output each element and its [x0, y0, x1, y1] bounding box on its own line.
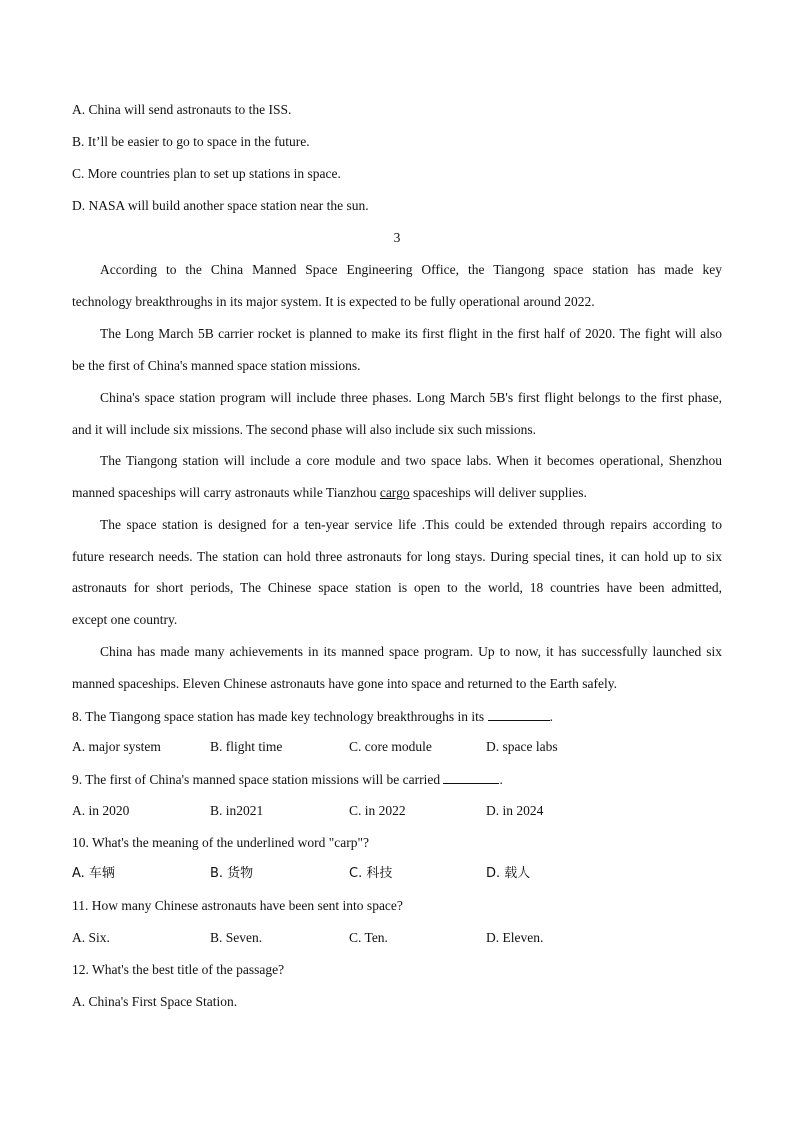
- question-11-option-d: D. Eleven.: [486, 930, 544, 945]
- question-8-option-a: A. major system: [72, 739, 161, 754]
- passage-p5-line2: future research needs. The station can hold three astronauts for long stays. During special tines, it can hold up to six: [72, 549, 722, 564]
- question-9-stem: [72, 771, 503, 788]
- passage-p2-line2: be the first of China's manned space station missions.: [72, 358, 361, 373]
- question-11-option-a: A. Six.: [72, 930, 110, 945]
- question-8-period: .: [549, 709, 553, 724]
- question-9-text: 9. The first of China's manned space station missions will be carried: [72, 772, 441, 787]
- passage-p5-line1: The space station is designed for a ten-year service life .This could be extended through repairs according to: [100, 517, 722, 532]
- passage-p1-line1: According to the China Manned Space Engineering Office, the Tiangong space station has made key: [100, 262, 722, 277]
- passage-p3-line2: and it will include six missions. The second phase will also include six such missions.: [72, 422, 536, 437]
- question-10-option-d: D. 载人: [486, 866, 531, 881]
- question-12-stem: 12. What's the best title of the passage?: [72, 962, 285, 977]
- prev-option-b: B. It’ll be easier to go to space in the future.: [72, 134, 310, 149]
- question-9-option-b: B. in2021: [210, 803, 264, 818]
- question-8-stem: [72, 708, 553, 725]
- passage-p5-line3: astronauts for short periods, The Chinese space station is open to the world, 18 countries have been admitted,: [72, 580, 722, 595]
- prev-option-d: D. NASA will build another space station near the sun.: [72, 198, 369, 213]
- answer-blank: [443, 771, 499, 784]
- passage-p1-line2: technology breakthroughs in its major system. It is expected to be fully operational around 2022.: [72, 294, 595, 309]
- question-11-stem: 11. How many Chinese astronauts have been sent into space?: [72, 898, 403, 913]
- question-9-option-a: A. in 2020: [72, 803, 130, 818]
- question-8-option-b: B. flight time: [210, 739, 283, 754]
- question-12-option-a: A. China's First Space Station.: [72, 994, 238, 1009]
- question-8-text: 8. The Tiangong space station has made key technology breakthroughs in its: [72, 709, 485, 724]
- question-10-stem: 10. What's the meaning of the underlined word "carp"?: [72, 835, 369, 850]
- question-11-option-b: B. Seven.: [210, 930, 263, 945]
- question-10-option-b: B. 货物: [210, 866, 254, 881]
- passage-p4-line1: The Tiangong station will include a core module and two space labs. When it becomes operational, Shenzhou: [100, 453, 722, 468]
- question-8-option-d: D. space labs: [486, 739, 558, 754]
- passage-p5-line4: except one country.: [72, 612, 178, 627]
- section-number: 3: [393, 230, 401, 245]
- question-8-option-c: C. core module: [349, 739, 432, 754]
- question-9-option-d: D. in 2024: [486, 803, 544, 818]
- question-11-option-c: C. Ten.: [349, 930, 388, 945]
- prev-option-a: A. China will send astronauts to the ISS.: [72, 102, 292, 117]
- prev-option-c: C. More countries plan to set up stations in space.: [72, 166, 341, 181]
- question-9-period: .: [499, 772, 503, 787]
- passage-p2-line1: The Long March 5B carrier rocket is planned to make its first flight in the first half of 2020. The fight will also: [100, 326, 722, 341]
- passage-p6-line2: manned spaceships. Eleven Chinese astronauts have gone into space and returned to the Earth safely.: [72, 676, 617, 691]
- passage-p4-line2: [72, 485, 587, 501]
- passage-p3-line1: China's space station program will include three phases. Long March 5B's first flight belongs to the first phase,: [100, 390, 722, 405]
- answer-blank: [488, 708, 550, 721]
- passage-p6-line1: China has made many achievements in its manned space program. Up to now, it has successfully launched six: [100, 644, 722, 659]
- question-10-option-a: A. 车辆: [72, 866, 115, 881]
- passage-p4-line2-post: spaceships will deliver supplies.: [409, 485, 587, 500]
- passage-p4-line2-pre: manned spaceships will carry astronauts while Tianzhou: [72, 485, 380, 500]
- question-10-option-c: C. 科技: [349, 866, 393, 881]
- question-9-option-c: C. in 2022: [349, 803, 406, 818]
- underlined-word-cargo: cargo: [379, 485, 410, 500]
